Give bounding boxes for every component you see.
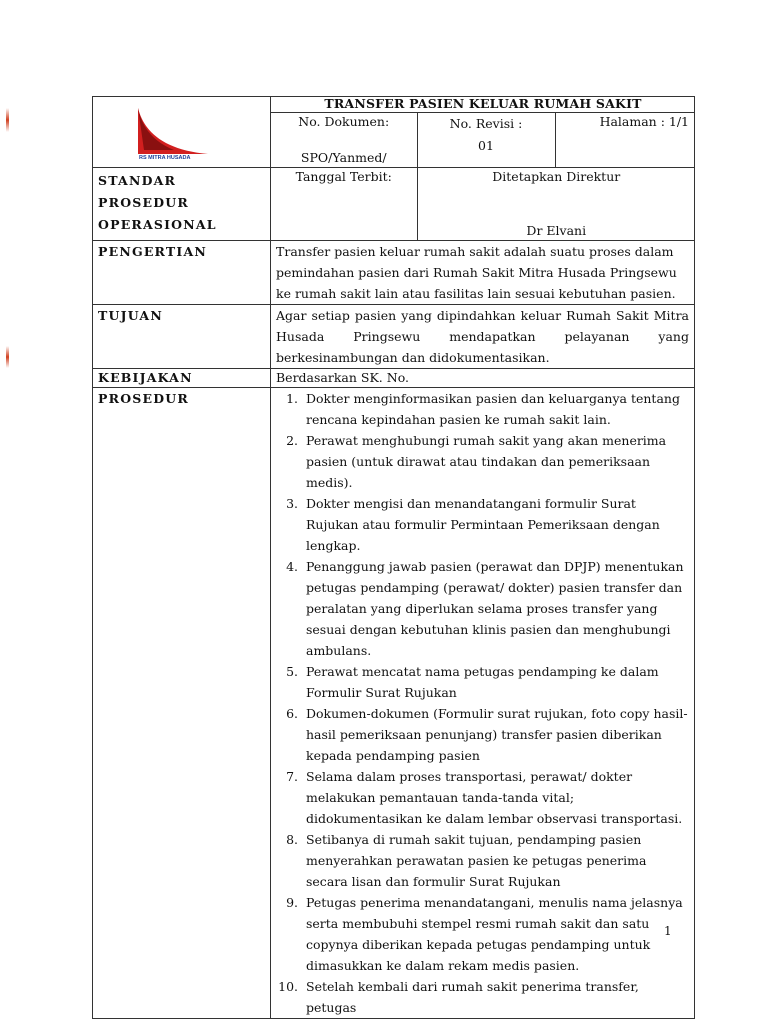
edge-mark-top bbox=[6, 108, 9, 132]
revision-value: 01 bbox=[478, 137, 494, 153]
approval-cell bbox=[417, 168, 695, 240]
kebijakan-label: KEBIJAKAN bbox=[93, 369, 271, 388]
prosedur-step: 8. Setibanya di rumah sakit tujuan, pendamping pasien menyerahkan perawatan pasien ke petugas penerima secara lisan dan formulir Surat Rujukan bbox=[302, 829, 688, 892]
document-title: TRANSFER PASIEN KELUAR RUMAH SAKIT bbox=[271, 97, 695, 112]
prosedur-label: PROSEDUR bbox=[93, 388, 271, 1019]
prosedur-step: 10. Setelah kembali dari rumah sakit penerima transfer, petugas bbox=[302, 976, 688, 1018]
prosedur-step: 1. Dokter menginformasikan pasien dan keluarganya tentang rencana kepindahan pasien ke rumah sakit lain. bbox=[302, 388, 688, 430]
prosedur-step: 7. Selama dalam proses transportasi, perawat/ dokter melakukan pemantauan tanda-tanda vital; didokumentasikan ke dalam lembar observasi transportasi. bbox=[302, 766, 688, 829]
prosedur-step: 3. Dokter mengisi dan menandatangani formulir Surat Rujukan atau formulir Permintaan Pemeriksaan dengan lengkap. bbox=[302, 493, 688, 556]
issued-date-cell bbox=[271, 168, 417, 240]
edge-mark-bottom bbox=[6, 346, 9, 368]
sop-label-line1: STANDAR PROSEDUR bbox=[98, 173, 189, 210]
tujuan-text: Agar setiap pasien yang dipindahkan keluar Rumah Sakit Mitra Husada Pringsewu mendapatkan pelayanan yang berkesinambungan dan didokumentasikan. bbox=[271, 305, 695, 369]
logo-cell bbox=[93, 97, 271, 168]
sop-document-table bbox=[92, 96, 695, 1019]
prosedur-step: 2. Perawat menghubungi rumah sakit yang akan menerima pasien (untuk dirawat atau tindakan dan pemeriksaan medis). bbox=[302, 430, 688, 493]
kebijakan-text: Berdasarkan SK. No. bbox=[271, 369, 695, 388]
doc-no-value: SPO/Yanmed/ bbox=[300, 150, 387, 165]
page-number: 1 bbox=[664, 924, 672, 938]
pengertian-label: PENGERTIAN bbox=[93, 241, 271, 305]
prosedur-step: 5. Perawat mencatat nama petugas pendamping ke dalam Formulir Surat Rujukan bbox=[302, 661, 688, 703]
logo-text: RS MITRA HUSADA bbox=[139, 155, 191, 161]
issued-label: Tanggal Terbit: bbox=[295, 169, 392, 184]
director-name: Dr Elvani bbox=[526, 223, 587, 238]
revision-label: No. Revisi : bbox=[449, 115, 523, 131]
page-label: Halaman : 1/1 bbox=[599, 113, 690, 129]
prosedur-steps bbox=[276, 388, 688, 1018]
sop-label-line2: OPERASIONAL bbox=[98, 217, 217, 232]
pengertian-text: Transfer pasien keluar rumah sakit adalah suatu proses dalam pemindahan pasien dari Rumah Sakit Mitra Husada Pringsewu ke rumah sakit lain atau fasilitas lain sesuai kebutuhan pasien. bbox=[271, 241, 695, 305]
tujuan-label: TUJUAN bbox=[93, 305, 271, 369]
prosedur-step: 4. Penanggung jawab pasien (perawat dan DPJP) menentukan petugas pendamping (perawat/ dokter) pasien transfer dan peralatan yang diperlukan selama proses transfer yang sesuai dengan kebutuhan klinis pasien dan menghubungi ambulans. bbox=[302, 556, 688, 661]
doc-no-label: No. Dokumen: bbox=[298, 113, 390, 129]
prosedur-step: 6. Dokumen-dokumen (Formulir surat rujukan, foto copy hasil-hasil pemeriksaan penunjang) transfer pasien diberikan kepada pendamping pasien bbox=[302, 703, 688, 766]
approved-label: Ditetapkan Direktur bbox=[492, 169, 621, 184]
prosedur-step: 9. Petugas penerima menandatangani, menulis nama jelasnya serta membubuhi stempel resmi rumah sakit dan satu copynya diberikan kepada petugas pendamping untuk dimasukkan ke dalam rekam medis pasien. bbox=[302, 892, 688, 976]
